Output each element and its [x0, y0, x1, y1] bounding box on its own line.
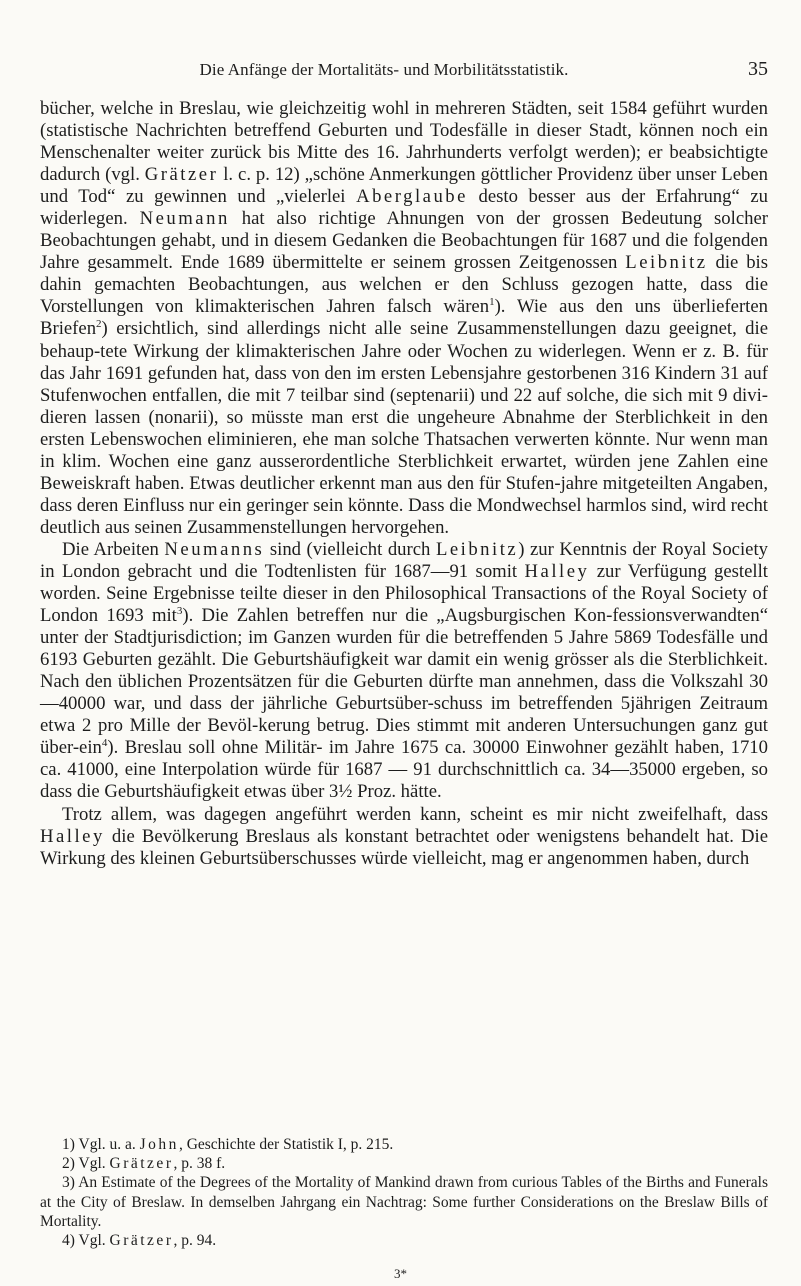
footnote-ref: 4 [101, 737, 108, 750]
emphasis: Aberglaube [356, 186, 468, 208]
text-run: ). Wie aus den uns überlieferten Briefen [40, 296, 768, 340]
footnote-1 [40, 1135, 768, 1154]
author-name: Neumann [139, 208, 230, 230]
footnote-ref: 2 [96, 318, 102, 331]
running-head: Die Anfänge der Mortalitäts- und Morbilitätsstatistik. [199, 60, 569, 79]
footnote-3 [40, 1173, 768, 1231]
text-run: sind (vielleicht durch [264, 538, 436, 560]
text-run: 3) An Estimate of the Degrees of the Mortality of Mankind drawn from curious Tables of the Births and Funerals at the City of Breslaw. In demselben Jahrgang ein Nachtrag: Some further Considerations on the Breslaw Bills of Mortality. [40, 1174, 768, 1230]
signature-mark: 3* [394, 1266, 407, 1281]
footnote-ref: 1 [489, 296, 495, 309]
footnote-4 [40, 1231, 768, 1250]
text-run: zur Verfügung gestellt worden. Seine Ergebnisse teilte dieser in den Philosophical Transactions of the Royal Society of London 1693 mit [40, 560, 768, 627]
author-name: Grätzer [109, 1155, 174, 1173]
page-header [40, 58, 768, 86]
paragraph-1 [40, 98, 768, 539]
author-name: Grätzer [144, 164, 219, 186]
text-run: Trotz allem, was dagegen angeführt werden kann, scheint es mir nicht zweifelhaft, dass [62, 803, 768, 825]
author-name: Neumanns [164, 538, 265, 560]
paragraph-3 [40, 804, 768, 870]
footnotes [40, 1135, 768, 1250]
text-run: desto besser aus der Erfahrung“ zu widerlegen. [40, 186, 769, 230]
author-name: Halley [40, 825, 105, 847]
author-name: Leibnitz [435, 538, 519, 560]
text-run: 1) Vgl. u. a. [62, 1136, 140, 1153]
text-run: ). Die Zahlen betreffen nur die „Augsburgischen Kon-fessionsverwandten“ unter der Stadtjurisdiction; im Ganzen wurden für die betreffenden 5 Jahre 5869 Todesfälle und 6193 Geburten gezählt. Die Geburtshäufigkeit war damit ein wenig grösser als die Sterblichkeit. Nach den üblichen Prozentsätzen für die Geburten dürfte man annehmen, dass die Volkszahl 30—40000 war, und dass der jährliche Geburtsüber-schuss im betreffenden 5jährigen Zeitraum etwa 2 pro Mille der Bevöl-kerung betrug. Dies stimmt mit anderen Untersuchungen ganz gut über-ein [40, 605, 768, 759]
text-run: die Bevölkerung Breslaus als konstant betrachtet oder wenigstens behandelt hat. Die Wirkung des kleinen Geburtsüberschusses würde vielleicht, mag er angenommen haben, durch [40, 825, 768, 869]
text-run: bücher, welche in Breslau, wie gleichzeitig wohl in mehreren Städten, seit 1584 geführt wurden (statistische Nachrichten betreffend Geburten und Todesfälle in dieser Stadt, können noch ein Menschenalter weiter zurück bis Mitte des 16. Jahrhunderts verfolgt werden); er beabsichtigte dadurch (vgl. [40, 98, 768, 186]
text-run: , Geschichte der Statistik I, p. 215. [178, 1136, 394, 1153]
main-text [40, 98, 768, 870]
footnote-2 [40, 1154, 768, 1173]
text-run: , p. 38 f. [173, 1155, 226, 1173]
paragraph-2 [40, 539, 768, 804]
text-run: l. c. p. 12) „schöne Anmerkungen göttlicher Providenz über unser Leben und Tod“ zu gewinnen und „vielerlei [40, 164, 768, 208]
text-run: ). Breslau soll ohne Militär- im Jahre 1675 ca. 30000 Einwohner gezählt haben, 1710 ca. 41000, eine Interpolation würde für 1687 — 91 durchschnittlich ca. 34—35000 ergeben, so dass die Geburtshäufigkeit etwas über 3½ Proz. hätte. [40, 737, 768, 803]
author-name: Leibnitz [625, 252, 708, 274]
text-run: ) zur Kenntnis der Royal Society in London gebracht und die Todtenlisten für 1687—91 somit [40, 538, 768, 582]
author-name: John [139, 1136, 179, 1153]
text-run: 2) Vgl. [62, 1155, 110, 1173]
text-run: 4) Vgl. [62, 1232, 110, 1250]
text-run: die bis dahin gemachten Beobachtungen, aus welchen er den Schluss gezogen hatte, dass die Vorstellungen von klimakterischen Jahren falsch wären [40, 252, 769, 318]
text-run: , p. 94. [173, 1232, 217, 1250]
author-name: Halley [524, 560, 590, 582]
footnote-ref: 3 [176, 604, 183, 617]
text-run: ) ersichtlich, sind allerdings nicht alle seine Zusammenstellungen dazu geeignet, die behaup-tete Wirkung der klimakterischen Jahre oder Wochen zu widerlegen. Wenn er z. B. für das Jahr 1691 gefunden hat, dass von den im ersten Lebensjahre gestorbenen 316 Kindern 31 auf Stufenwochen entfallen, die mit 7 teilbar sind (septenarii) und 22 auf solche, die sich mit 9 divi-dieren lassen (nonarii), so müsste man erst die ungeheure Abnahme der Sterblichkeit in den ersten Lebenswochen eliminieren, ehe man solche Thatsachen verwerten könnte. Nur wenn man in klim. Wochen eine ganz ausserordentliche Sterblichkeit erwartet, würden jene Zahlen eine Beweiskraft haben. Etwas deutlicher erkennt man aus den für Stufen-jahre mitgeteilten Angaben, dass deren Einfluss nur ein geringer sein könnte. Dass die Mondwechsel harmlos sind, wird recht deutlich aus seinen Zusammenstellungen hervorgehen. [40, 318, 768, 538]
author-name: Grätzer [109, 1232, 174, 1250]
text-run: Die Arbeiten [62, 538, 165, 560]
page-number: 35 [748, 58, 768, 80]
text-run: hat also richtige Ahnungen von der grossen Bedeutung solcher Beobachtungen gehabt, und in diesem Gedanken die Beobachtungen für 1687 und die folgenden Jahre gesammelt. Ende 1689 übermittelte er seinem grossen Zeitgenossen [40, 208, 768, 274]
